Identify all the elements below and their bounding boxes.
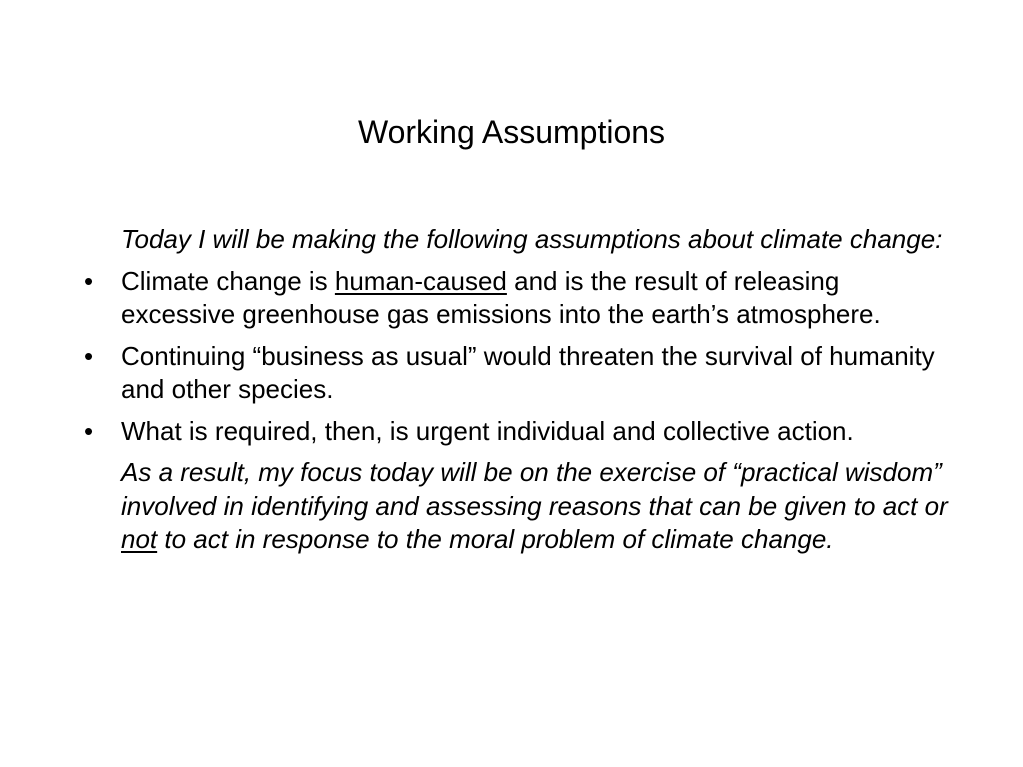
conclusion-paragraph: [121, 456, 956, 557]
bullet-icon: •: [84, 415, 94, 446]
bullet-text: Continuing “business as usual” would threaten the survival of humanity and other species.: [121, 340, 935, 404]
assumption-list: [76, 265, 956, 449]
list-item: [76, 415, 956, 449]
list-item: [76, 340, 956, 407]
conclusion-text-before: As a result, my focus today will be on the exercise of “practical wisdom” involved in identifying and assessing reasons that can be given to act or: [121, 457, 948, 521]
bullet-text-before: Climate change is: [121, 265, 335, 296]
bullet-icon: •: [84, 340, 94, 371]
conclusion-text-emphasis: not: [121, 524, 158, 554]
bullet-text-after: and is the result of releasing excessive greenhouse gas emissions into the earth’s atmosphere.: [121, 265, 881, 329]
list-item: [76, 265, 956, 332]
slide-title: Working Assumptions: [357, 114, 666, 150]
conclusion-text-after: to act in response to the moral problem of climate change.: [157, 524, 834, 554]
bullet-text-emphasis: human-caused: [334, 265, 507, 296]
bullet-icon: •: [84, 265, 94, 296]
bullet-text: What is required, then, is urgent individual and collective action.: [121, 415, 854, 446]
intro-paragraph: Today I will be making the following assumptions about climate change:: [121, 224, 943, 254]
slide-content: [76, 223, 956, 565]
